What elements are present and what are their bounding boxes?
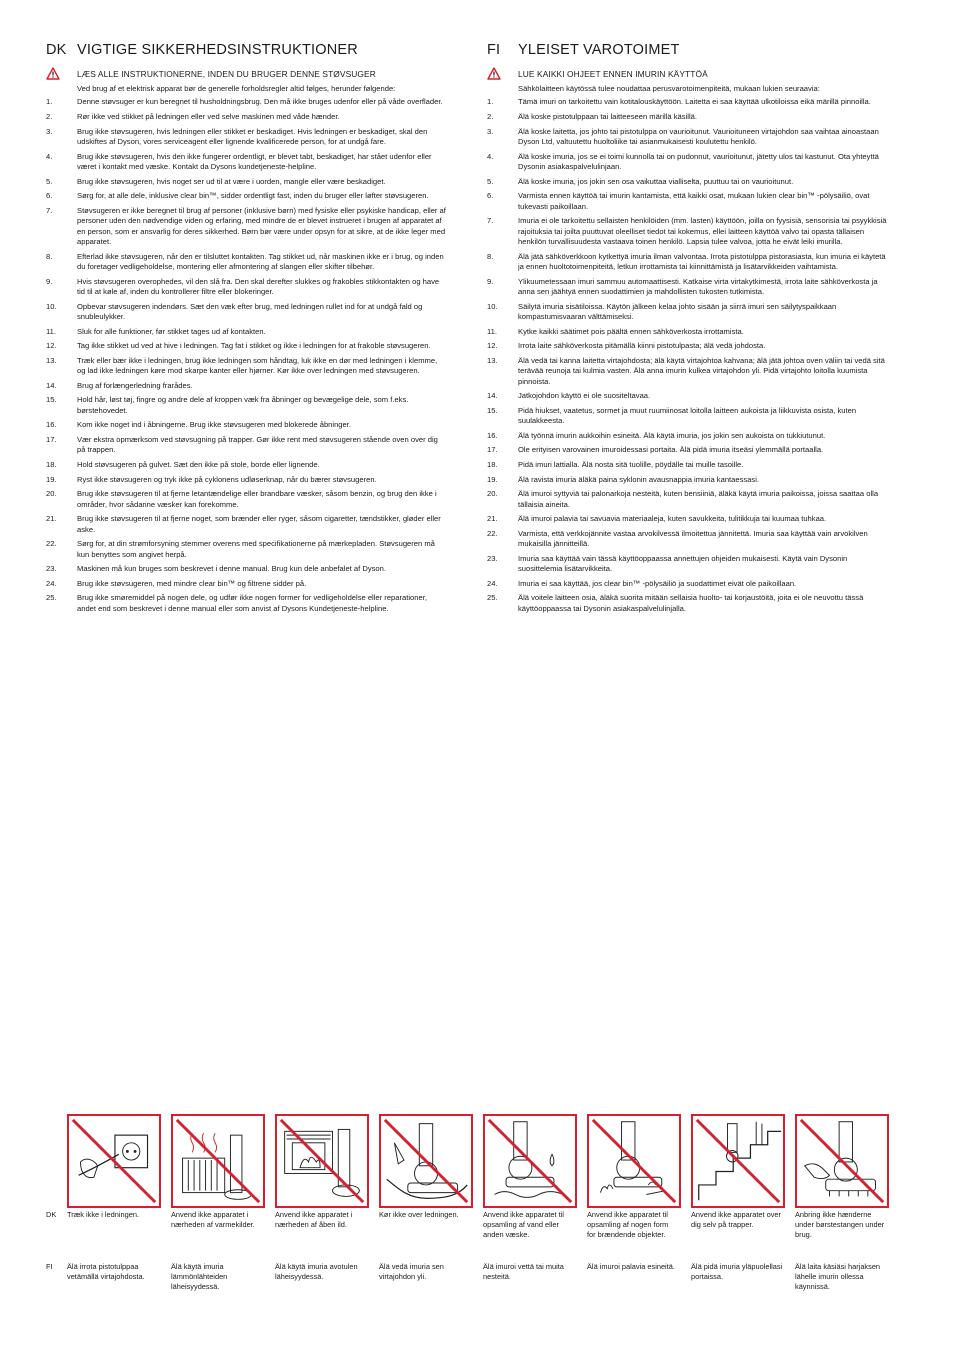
item-text: Efterlad ikke støvsugeren, når den er tilsluttet kontakten. Tag stikket ud, når maskinen ikke er i brug, og inden du foretager vedligeholdelse, montering eller afmontering af slangen eller skifter tilbehør. [77, 251, 444, 271]
dk-instruction-item [46, 460, 446, 470]
item-number: 15. [487, 405, 498, 415]
dk-instruction-item [46, 514, 446, 535]
dk-instruction-item [46, 127, 446, 148]
burning-objects-icon [587, 1114, 681, 1208]
item-number: 6. [46, 191, 53, 201]
item-text: Ylikuumetessaan imuri sammuu automaattisesti. Katkaise virta virtakytkimestä, irrota laite sähköverkosta ja anna sen jäähtyä ennen suodattimien ja mahdollisten tukosten tutkimista. [518, 276, 878, 296]
item-number: 16. [487, 430, 498, 440]
fi-warning-row [487, 67, 887, 81]
item-text: Imuria ei saa käyttää, jos clear bin™ -pölysäiliö ja suodattimet eivät ole paikoillaan. [518, 578, 797, 588]
dk-warning-row [46, 67, 446, 81]
fi-caption: Älä irrota pistotulppaa vetämällä virtajohdosta. [67, 1262, 145, 1281]
dk-instruction-item [46, 356, 446, 377]
item-text: Brug ikke støvsugeren, hvis noget ser ud til at være i uorden, mangle eller være beskadiget. [77, 176, 386, 186]
dk-instruction-item [46, 152, 446, 173]
item-number: 18. [487, 459, 498, 469]
dk-caption: Anbring ikke hænderne under børstestangen under brug. [795, 1210, 885, 1239]
dk-caption-language-code: DK [46, 1210, 57, 1219]
item-number: 12. [46, 341, 57, 351]
item-text: Ole erityisen varovainen imuroidessasi portaita. Älä pidä imuria itseäsi ylemmällä portaalla. [518, 445, 824, 455]
item-text: Säilytä imuria sisätiloissa. Käytön jälkeen kelaa johto sisään ja siirrä imuri sen säilytyspaikkaan kompastumisvaaran välttämiseksi. [518, 301, 837, 321]
dk-instruction-item [46, 191, 446, 201]
item-text: Brug af forlængerledning frarådes. [77, 380, 193, 390]
item-number: 15. [46, 395, 57, 405]
item-text: Älä jätä sähköverkkoon kytkettyä imuria ilman valvontaa. Irrota pistotulppa pistorasiasta, kun imuria ei käytetä ja ennen huoltotoimenpiteitä, letkun irrottamista tai kiinnittämistä ja lisätarvikkeiden vaihtamista. [518, 251, 886, 271]
item-text: Træk eller bær ikke i ledningen, brug ikke ledningen som håndtag, luk ikke en dør med ledningen i klemme, og lad ikke ledningen køre mod skarpe kanter eller hjørner. Kør ikke over ledningen med støvsugeren. [77, 355, 438, 376]
fi-instruction-item [487, 277, 887, 298]
dk-instruction-item [46, 252, 446, 273]
item-text: Irrota laite sähköverkosta pitämällä kiinni pistotulpasta; älä vedä johdosta. [518, 341, 766, 351]
item-number: 2. [487, 112, 494, 121]
item-number: 8. [46, 251, 53, 261]
dk-caption: Anvend ikke apparatet over dig selv på trapper. [691, 1210, 781, 1229]
dk-section [46, 42, 446, 618]
item-number: 9. [46, 276, 53, 286]
fi-instruction-item [487, 593, 887, 614]
dk-instruction-item [46, 112, 446, 122]
item-number: 4. [487, 151, 494, 161]
item-number: 16. [46, 420, 57, 430]
item-text: Denne støvsuger er kun beregnet til husholdningsbrug. Den må ikke bruges udenfor eller på våde overflader. [77, 97, 443, 107]
fi-instruction-item [487, 127, 887, 148]
stairs-above-icon [691, 1114, 785, 1208]
fireplace-icon [275, 1114, 369, 1208]
fi-caption-language-code: FI [46, 1262, 53, 1271]
dk-instruction-item [46, 395, 446, 416]
item-text: Älä imuroi syttyviä tai palonarkoja nesteitä, kuten bensiiniä, äläkä käytä imuria paikoissa, joissa saattaa olla tällaisia aineita. [518, 489, 879, 509]
fi-instruction-item [487, 391, 887, 401]
item-number: 7. [46, 205, 53, 215]
item-text: Kom ikke noget ind i åbningerne. Brug ikke støvsugeren med blokerede åbninger. [77, 420, 351, 430]
item-number: 17. [487, 445, 498, 455]
item-number: 23. [487, 553, 498, 563]
fi-instruction-item [487, 112, 887, 122]
cord-runover-icon [379, 1114, 473, 1208]
item-number: 22. [487, 528, 498, 538]
item-number: 3. [46, 126, 53, 136]
fi-intro: Sähkölaitteen käytössä tulee noudattaa perusvarotoimenpiteitä, mukaan lukien seuraavia: [518, 84, 820, 93]
item-number: 18. [46, 459, 57, 469]
item-text: Älä koske pistotulppaan tai laitteeseen märillä käsillä. [518, 112, 697, 121]
item-number: 9. [487, 276, 494, 286]
item-number: 21. [487, 514, 498, 524]
dk-instruction-item [46, 475, 446, 485]
item-text: Varmista ennen käyttöä tai imurin kantamista, että kaikki osat, mukaan lukien clear bin™ -pölysäiliö, ovat tukevasti paikoillaan. [518, 191, 870, 211]
fi-instruction-item [487, 191, 887, 212]
item-number: 24. [487, 578, 498, 588]
item-text: Älä koske imuria, jos se ei toimi kunnolla tai on pudonnut, vaurioitunut, jätetty ulos tai kastunut. Ota yhteyttä Dysonin asiakaspalvelulinjaan. [518, 151, 879, 171]
fi-section [487, 42, 887, 618]
item-number: 25. [46, 593, 57, 603]
item-number: 11. [46, 326, 56, 336]
fi-caption: Älä käytä imuria avotulen läheisyydessä. [275, 1262, 358, 1281]
item-number: 19. [46, 474, 57, 484]
fi-warning-title: LUE KAIKKI OHJEET ENNEN IMURIN KÄYTTÖÄ [518, 69, 708, 79]
item-text: Støvsugeren er ikke beregnet til brug af personer (inklusive børn) med fysiske eller psykiske handicap, eller af personer uden den nødvendige viden og erfaring, med mindre de er blevet instrueret i brugen af apparatet af en person, som er ansvarlig for deres sikkerhed. Børn bør være under opsyn for at sikre, at de ikke leger med apparatet. [77, 205, 446, 246]
item-number: 22. [46, 539, 57, 549]
fi-caption: Älä imuroi vettä tai muita nesteitä. [483, 1262, 564, 1281]
item-text: Brug ikke støvsugeren til at fjerne noget, som brænder eller ryger, såsom cigaretter, tændstikker, gløder eller aske. [77, 514, 441, 534]
item-number: 12. [487, 341, 498, 351]
item-number: 1. [46, 97, 53, 107]
dk-intro: Ved brug af et elektrisk apparat bør de generelle forholdsregler altid følges, herunder følgende: [77, 84, 396, 93]
dk-instruction-item [46, 539, 446, 560]
dk-instruction-list [46, 97, 446, 614]
item-text: Sluk for alle funktioner, før stikket tages ud af kontakten. [77, 326, 266, 336]
dk-instruction-item [46, 381, 446, 391]
fi-instruction-item [487, 554, 887, 575]
fi-instruction-item [487, 406, 887, 427]
dk-instruction-item [46, 206, 446, 248]
dk-caption: Kør ikke over ledningen. [379, 1210, 459, 1219]
item-text: Hold hår, løst tøj, fingre og andre dele af kroppen væk fra åbninger og bevægelige dele, som f.eks. børstehovedet. [77, 395, 409, 415]
item-text: Älä vedä tai kanna laitetta virtajohdosta; älä käytä virtajohtoa kahvana; älä jätä johtoa oven väliin tai vedä sitä terävää reunoja tai kulmia vasten. Älä anna imurin kulkea virtajohdon yli. Pidä virtajohto loitolla kuumista pinnoista. [518, 355, 885, 386]
warning-triangle-icon [46, 67, 77, 81]
item-text: Älä imuroi palavia tai savuavia materiaaleja, kuten savukkeita, tulitikkuja tai kuumaa tuhkaa. [518, 514, 827, 524]
dk-instruction-item [46, 435, 446, 456]
radiator-heat-icon [171, 1114, 265, 1208]
item-text: Hold støvsugeren på gulvet. Sæt den ikke på stole, borde eller lignende. [77, 459, 320, 469]
fi-language-code: FI [487, 42, 501, 58]
item-number: 13. [487, 355, 498, 365]
item-text: Imuria ei ole tarkoitettu sellaisten henkilöiden (mm. lasten) käyttöön, joilla on fyysisiä, sensorisia tai psyykkisiä rajoituksia tai joilta puuttuvat oleelliset tiedot tai kokemus, ellei laitteen käyttöä valvo tai opasta tällaisen henkilön turvallisuudesta vastaava toinen henkilö. Lapsia tulee valvoa, jotta he eivät leiki imurilla. [518, 216, 887, 246]
item-number: 7. [487, 216, 494, 226]
item-number: 14. [487, 391, 498, 401]
item-text: Älä koske imuria, jos jokin sen osa vaikuttaa vialliselta, puuttuu tai on vaurioitunut. [518, 176, 794, 186]
item-number: 19. [487, 474, 498, 484]
item-number: 10. [46, 301, 57, 311]
item-number: 6. [487, 191, 494, 201]
fi-instruction-item [487, 445, 887, 455]
item-text: Varmista, että verkkojännite vastaa arvokilvessä ilmoitettua jännitettä. Imuria saa käyttää vain arvokilven mukaisilla jännitteillä. [518, 528, 868, 549]
dk-title: VIGTIGE SIKKERHEDSINSTRUKTIONER [77, 42, 358, 58]
fi-caption: Älä pidä imuria yläpuolellasi portaissa. [691, 1262, 783, 1281]
item-text: Älä koske laitetta, jos johto tai pistotulppa on vaurioitunut. Vaurioituneen virtajohdon saa vaihtaa ainoastaan Dyson Ltd, valtuutettu huoltoliike tai asianmukaisesti koulutettu henkilö. [518, 126, 879, 146]
dk-instruction-item [46, 579, 446, 589]
item-number: 20. [46, 489, 57, 499]
item-number: 24. [46, 578, 57, 588]
item-number: 23. [46, 564, 57, 574]
dk-caption: Anvend ikke apparatet til opsamling af vand eller anden væske. [483, 1210, 564, 1239]
dk-instruction-item [46, 177, 446, 187]
fi-instruction-item [487, 252, 887, 273]
item-text: Opbevar støvsugeren indendørs. Sæt den væk efter brug, med ledningen rullet ind for at undgå fald og snubleulykker. [77, 301, 423, 321]
item-text: Brug ikke støvsugeren til at fjerne letantændelige eller brandbare væsker, såsom benzin, og brug den ikke i områder, hvor sådanne væsker kan forekomme. [77, 489, 437, 509]
dk-warning-title: LÆS ALLE INSTRUKTIONERNE, INDEN DU BRUGER DENNE STØVSUGER [77, 69, 376, 79]
fi-caption: Älä laita käsiäsi harjaksen lähelle imurin ollessa käynnissä. [795, 1262, 881, 1291]
item-text: Ryst ikke støvsugeren og tryk ikke på cyklonens udløserknap, når du bærer støvsugeren. [77, 474, 377, 484]
fi-caption: Älä käytä imuria lämmönlähteiden läheisyydessä. [171, 1262, 228, 1291]
plug-pull-icon [67, 1114, 161, 1208]
fi-instruction-item [487, 152, 887, 173]
item-text: Pidä imuri lattialla. Älä nosta sitä tuolille, pöydälle tai muille tasoille. [518, 459, 744, 469]
fi-heading [487, 42, 887, 58]
fi-instruction-item [487, 356, 887, 387]
item-number: 10. [487, 301, 498, 311]
fi-instruction-item [487, 327, 887, 337]
item-text: Hvis støvsugeren overophedes, vil den slå fra. Den skal derefter slukkes og frakobles stikkontakten og have tid til at køle af, inden du kontrollerer filtre eller blokeringer. [77, 276, 440, 296]
dk-heading [46, 42, 446, 58]
dk-caption: Træk ikke i ledningen. [67, 1210, 140, 1219]
item-text: Sørg for, at din strømforsyning stemmer overens med specifikationerne på mærkepladen. Støvsugeren må kun benyttes som angivet herpå. [77, 539, 435, 559]
dk-instruction-item [46, 97, 446, 107]
item-text: Rør ikke ved stikket på ledningen eller ved selve maskinen med våde hænder. [77, 112, 340, 121]
item-text: Kytke kaikki säätimet pois päältä ennen sähköverkosta irrottamista. [518, 326, 744, 336]
fi-instruction-item [487, 579, 887, 589]
warning-triangle-icon [487, 67, 518, 81]
dk-caption: Anvend ikke apparatet til opsamling af nogen form for brændende objekter. [587, 1210, 669, 1239]
item-text: Brug ikke støvsugeren, hvis ledningen eller stikket er beskadiget. Hvis ledningen er beskadiget, skal den udskiftes af Dyson, vores serviceagent eller lignende kvalificerede person, for at undgå fare. [77, 126, 428, 146]
item-number: 20. [487, 489, 498, 499]
item-text: Älä työnnä imurin aukkoihin esineitä. Älä käytä imuria, jos jokin sen aukoista on tukkiutunut. [518, 430, 826, 440]
item-number: 11. [487, 326, 497, 336]
fi-caption: Älä vedä imuria sen virtajohdon yli. [379, 1262, 444, 1281]
item-text: Brug ikke støvsugeren, med mindre clear bin™ og filtrene sidder på. [77, 578, 307, 588]
item-number: 1. [487, 97, 494, 107]
item-number: 4. [46, 151, 53, 161]
fi-instruction-item [487, 475, 887, 485]
fi-instruction-item [487, 177, 887, 187]
hand-brush-icon [795, 1114, 889, 1208]
fi-caption: Älä imuroi palavia esineitä. [587, 1262, 675, 1271]
item-text: Maskinen må kun bruges som beskrevet i denne manual. Brug kun dele anbefalet af Dyson. [77, 564, 386, 574]
dk-language-code: DK [46, 42, 67, 58]
dk-instruction-item [46, 341, 446, 351]
item-text: Älä ravista imuria äläkä paina syklonin avausnappia imuria kantaessasi. [518, 474, 760, 484]
item-text: Tag ikke stikket ud ved at hive i ledningen. Tag fat i stikket og ikke i ledningen for at frakoble støvsugeren. [77, 341, 431, 351]
fi-instruction-item [487, 302, 887, 323]
item-number: 25. [487, 593, 498, 603]
item-text: Älä voitele laitteen osia, äläkä suorita mitään sellaisia huolto- tai korjaustöitä, joita ei ole neuvottu tässä käyttöoppaassa tai Dysonin asiakaspalvelulinjalla. [518, 593, 864, 613]
item-text: Imuria saa käyttää vain tässä käyttöoppaassa annettujen ohjeiden mukaisesti. Käytä vain Dysonin suosittelemia lisätarvikkeita. [518, 553, 848, 574]
item-text: Jatkojohdon käyttö ei ole suositeltavaa. [518, 391, 651, 401]
item-number: 3. [487, 126, 494, 136]
item-number: 5. [487, 176, 494, 186]
dk-instruction-item [46, 593, 446, 614]
fi-instruction-item [487, 341, 887, 351]
dk-caption: Anvend ikke apparatet i nærheden af åben ild. [275, 1210, 353, 1229]
item-text: Pidä hiukset, vaatetus, sormet ja muut ruumiinosat loitolla laitteen aukoista ja liikkuvista osista, kuten suulakkeesta. [518, 405, 857, 426]
pictogram-strip [67, 1114, 889, 1210]
fi-instruction-list [487, 97, 887, 614]
item-number: 21. [46, 514, 57, 524]
fi-instruction-item [487, 216, 887, 247]
dk-instruction-item [46, 277, 446, 298]
item-number: 17. [46, 434, 57, 444]
fi-instruction-item [487, 431, 887, 441]
item-number: 5. [46, 176, 53, 186]
item-text: Tämä imuri on tarkoitettu vain kotitalouskäyttöön. Laitetta ei saa käyttää ulkotiloissa eikä märillä pinnoilla. [518, 97, 871, 107]
item-text: Brug ikke smøremiddel på nogen dele, og udfør ikke nogen former for vedligeholdelse eller reparationer, andet end som beskrevet i denne manual eller som anvist af Dysons Kundetjeneste-helpline. [77, 593, 427, 613]
item-text: Sørg for, at alle dele, inklusive clear bin™, sidder ordentligt fast, inden du bruger eller løfter støvsugeren. [77, 191, 429, 201]
fi-instruction-item [487, 514, 887, 524]
fi-title: YLEISET VAROTOIMET [518, 42, 680, 58]
dk-caption: Anvend ikke apparatet i nærheden af varmekilder. [171, 1210, 255, 1229]
fi-instruction-item [487, 529, 887, 550]
dk-instruction-item [46, 302, 446, 323]
item-number: 14. [46, 380, 57, 390]
item-number: 13. [46, 355, 57, 365]
item-number: 2. [46, 112, 53, 121]
dk-instruction-item [46, 420, 446, 430]
fi-instruction-item [487, 460, 887, 470]
item-text: Brug ikke støvsugeren, hvis den ikke fungerer ordentligt, er blevet tabt, beskadiget, har stået udenfor eller været i kontakt med væske. Kontakt da Dysons kundetjeneste-helpline. [77, 151, 432, 171]
fi-instruction-item [487, 489, 887, 510]
item-number: 8. [487, 251, 494, 261]
dk-instruction-item [46, 564, 446, 574]
item-text: Vær ekstra opmærksom ved støvsugning på trapper. Gør ikke rent med støvsugeren stående oven over dig på trappen. [77, 434, 438, 455]
dk-instruction-item [46, 327, 446, 337]
water-pickup-icon [483, 1114, 577, 1208]
fi-instruction-item [487, 97, 887, 107]
dk-instruction-item [46, 489, 446, 510]
